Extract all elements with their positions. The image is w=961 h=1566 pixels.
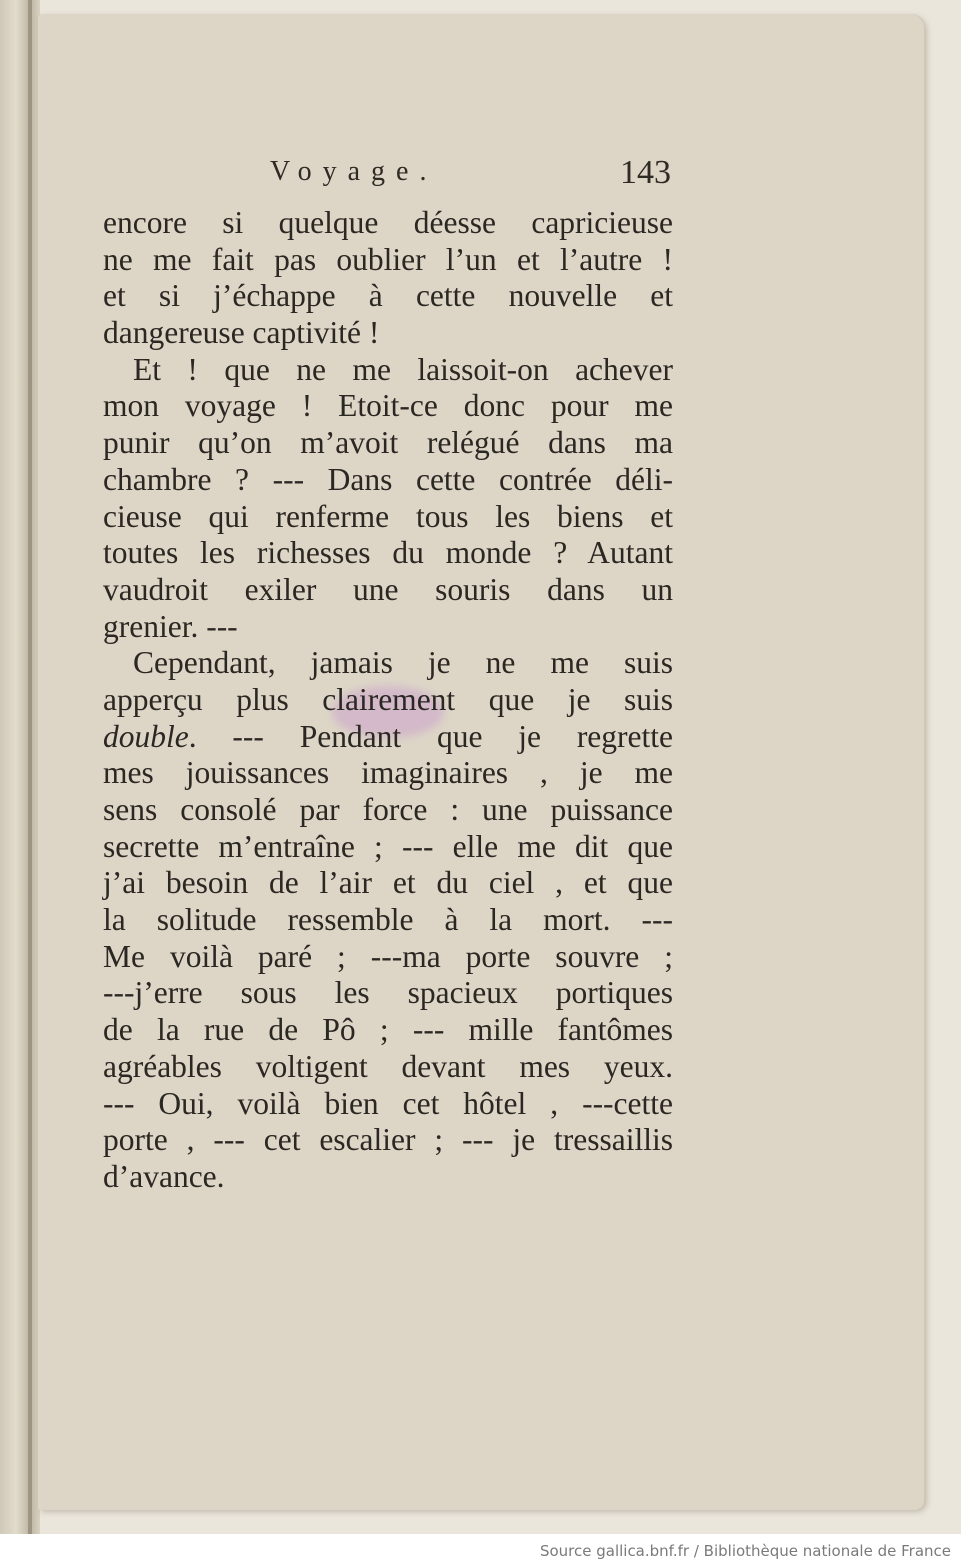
spine-edge	[28, 0, 32, 1534]
text-line: mon voyage ! Etoit-ce donc pour me	[103, 388, 673, 424]
page-number: 143	[620, 154, 671, 191]
text-line: mes jouissances imaginaires , je me	[103, 755, 673, 791]
body-text	[103, 205, 673, 1196]
text-line: secrette m’entraîne ; --- elle me dit que	[103, 828, 673, 864]
text-line: chambre ? --- Dans cette contrée déli-	[103, 461, 673, 497]
text-line: porte , --- cet escalier ; --- je tressaillis	[103, 1122, 673, 1158]
text-line: d’avance.	[103, 1158, 225, 1194]
text-line: ---j’erre sous les spacieux portiques	[103, 975, 673, 1011]
text-line: j’ai besoin de l’air et du ciel , et que	[103, 865, 673, 901]
text-line: Cependant, jamais je ne me suis	[133, 645, 673, 681]
page-header	[0, 150, 961, 200]
text-line: grenier. ---	[103, 608, 238, 644]
text-line: sens consolé par force : une puissance	[103, 792, 673, 827]
text-line: cieuse qui renferme tous les biens et	[103, 498, 673, 534]
running-title: Voyage.	[270, 156, 438, 187]
text-line: apperçu plus clairement que je suis	[103, 681, 673, 717]
book-spine	[0, 0, 40, 1534]
text-line: encore si quelque déesse capricieuse	[103, 205, 673, 240]
text-line: vaudroit exiler une souris dans un	[103, 571, 673, 607]
source-footer	[0, 1534, 961, 1566]
text-line: ne me fait pas oublier l’un et l’autre !	[103, 241, 673, 277]
text-line: agréables voltigent devant mes yeux.	[103, 1048, 673, 1084]
text-line: punir qu’on m’avoit relégué dans ma	[103, 425, 673, 461]
text-line: Et ! que ne me laissoit-on achever	[133, 351, 673, 387]
text-line: double. --- Pendant que je regrette	[103, 718, 673, 754]
source-credit: Source gallica.bnf.fr / Bibliothèque nationale de France	[539, 1542, 951, 1560]
text-line: de la rue de Pô ; --- mille fantômes	[103, 1012, 673, 1048]
text-line: --- Oui, voilà bien cet hôtel , ---cette	[103, 1085, 673, 1121]
text-line: et si j’échappe à cette nouvelle et	[103, 278, 673, 314]
text-line: dangereuse captivité !	[103, 315, 380, 351]
text-line: la solitude ressemble à la mort. ---	[103, 902, 673, 938]
text-line: toutes les richesses du monde ? Autant	[103, 535, 673, 571]
text-line: Me voilà paré ; ---ma porte souvre ;	[103, 938, 673, 974]
